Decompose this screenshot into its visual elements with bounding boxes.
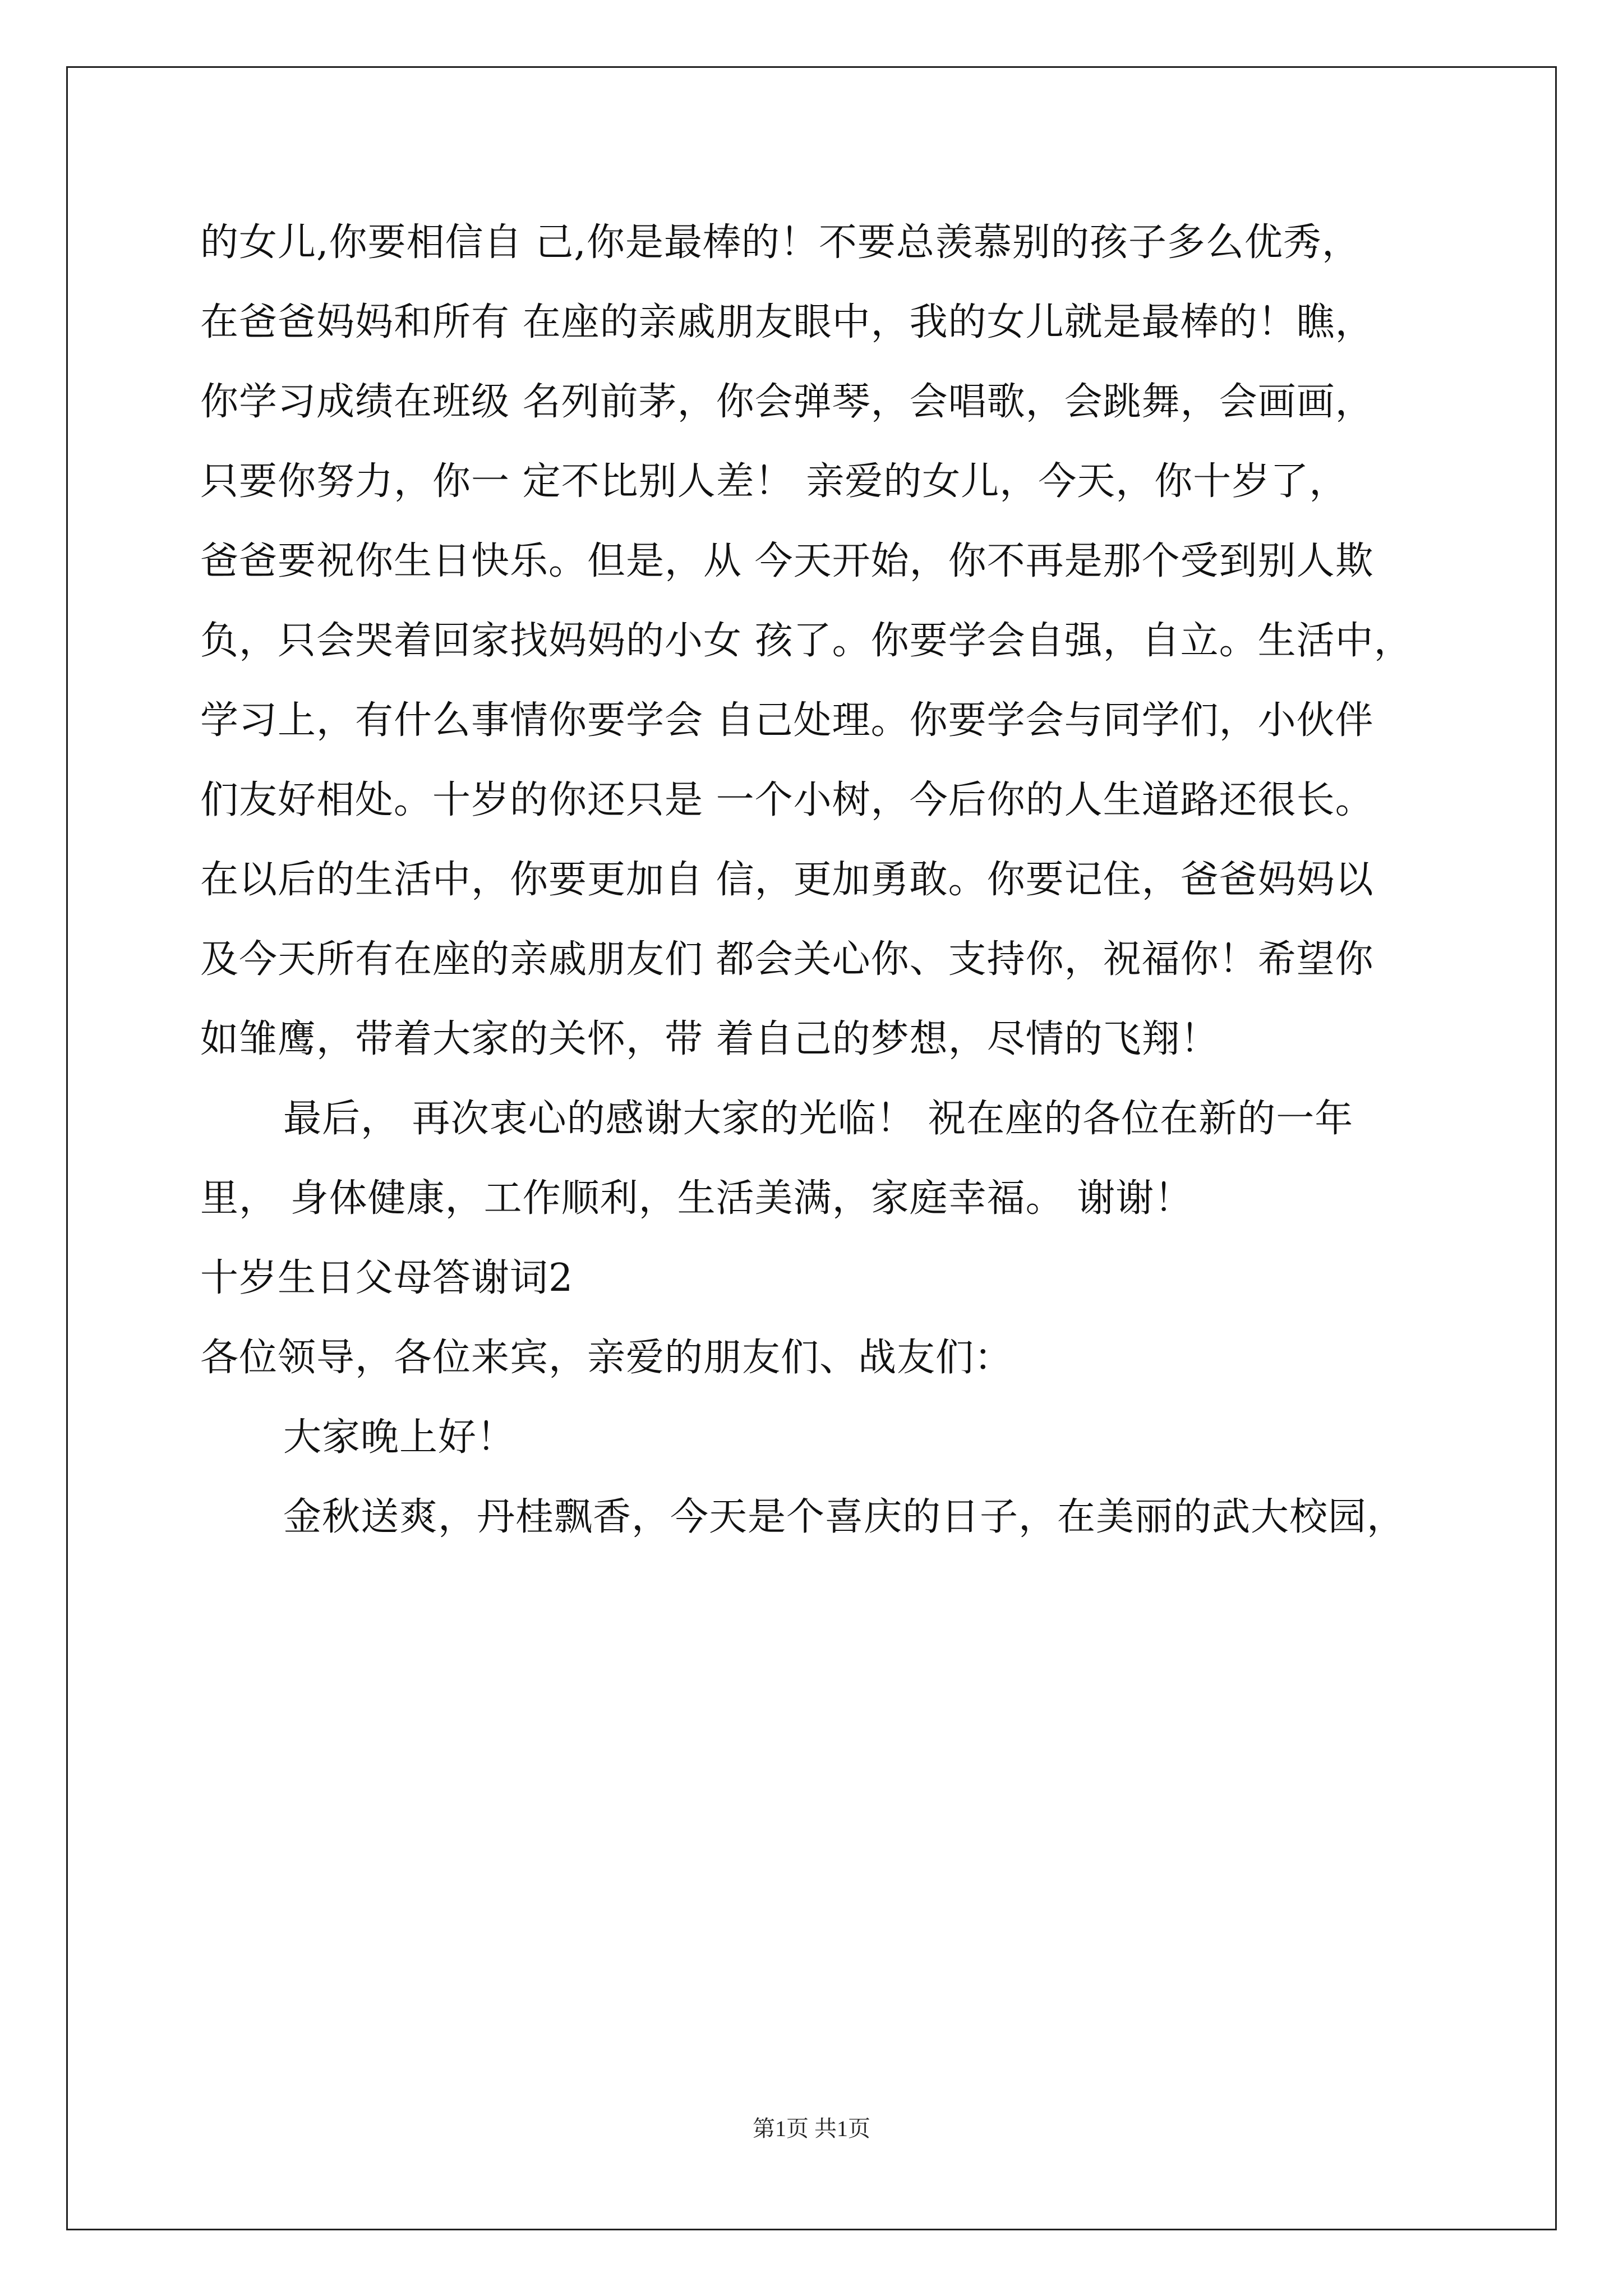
text-line: 们友好相处。十岁的你还只是 一个小树，今后你的人生道路还很长。 bbox=[200, 778, 1374, 822]
closing-paragraph-line: 最后， 再次衷心的感谢大家的光临！ 祝在座的各位在新的一年 bbox=[283, 1097, 1354, 1141]
text-line: 负，只会哭着回家找妈妈的小女 孩了。你要学会自强，自立。生活中， bbox=[200, 619, 1413, 663]
text-line: 及今天所有在座的亲戚朋友们 都会关心你、支持你，祝福你！希望你 bbox=[200, 937, 1374, 982]
page-footer: 第1页 共1页 bbox=[753, 2116, 870, 2141]
salutation: 各位领导，各位来宾，亲爱的朋友们、战友们： bbox=[200, 1336, 1013, 1380]
section-title: 十岁生日父母答谢词2 bbox=[200, 1256, 574, 1300]
text-line: 在以后的生活中，你要更加自 信，更加勇敢。你要记住，爸爸妈妈以 bbox=[200, 858, 1374, 902]
closing-paragraph-line: 里， 身体健康，工作顺利，生活美满，家庭幸福。 谢谢！ bbox=[200, 1176, 1193, 1221]
greeting: 大家晚上好！ bbox=[283, 1415, 516, 1460]
text-line: 如雏鹰，带着大家的关怀，带 着自己的梦想，尽情的飞翔！ bbox=[200, 1017, 1219, 1061]
opening-line: 金秋送爽，丹桂飘香，今天是个喜庆的日子，在美丽的武大校园， bbox=[283, 1495, 1406, 1539]
text-line: 你学习成绩在班级 名列前茅，你会弹琴，会唱歌，会跳舞，会画画， bbox=[200, 380, 1374, 424]
text-line: 只要你努力，你一 定不比别人差！ 亲爱的女儿，今天，你十岁了， bbox=[200, 459, 1348, 504]
text-line: 在爸爸妈妈和所有 在座的亲戚朋友眼中，我的女儿就是最棒的！瞧， bbox=[200, 300, 1374, 344]
text-line: 学习上，有什么事情你要学会 自己处理。你要学会与同学们，小伙伴 bbox=[200, 698, 1374, 743]
text-line: 爸爸要祝你生日快乐。但是，从 今天开始，你不再是那个受到别人欺 bbox=[200, 539, 1374, 583]
text-line: 的女儿,你要相信自 己,你是最棒的！不要总羡慕别的孩子多么优秀， bbox=[200, 220, 1361, 265]
